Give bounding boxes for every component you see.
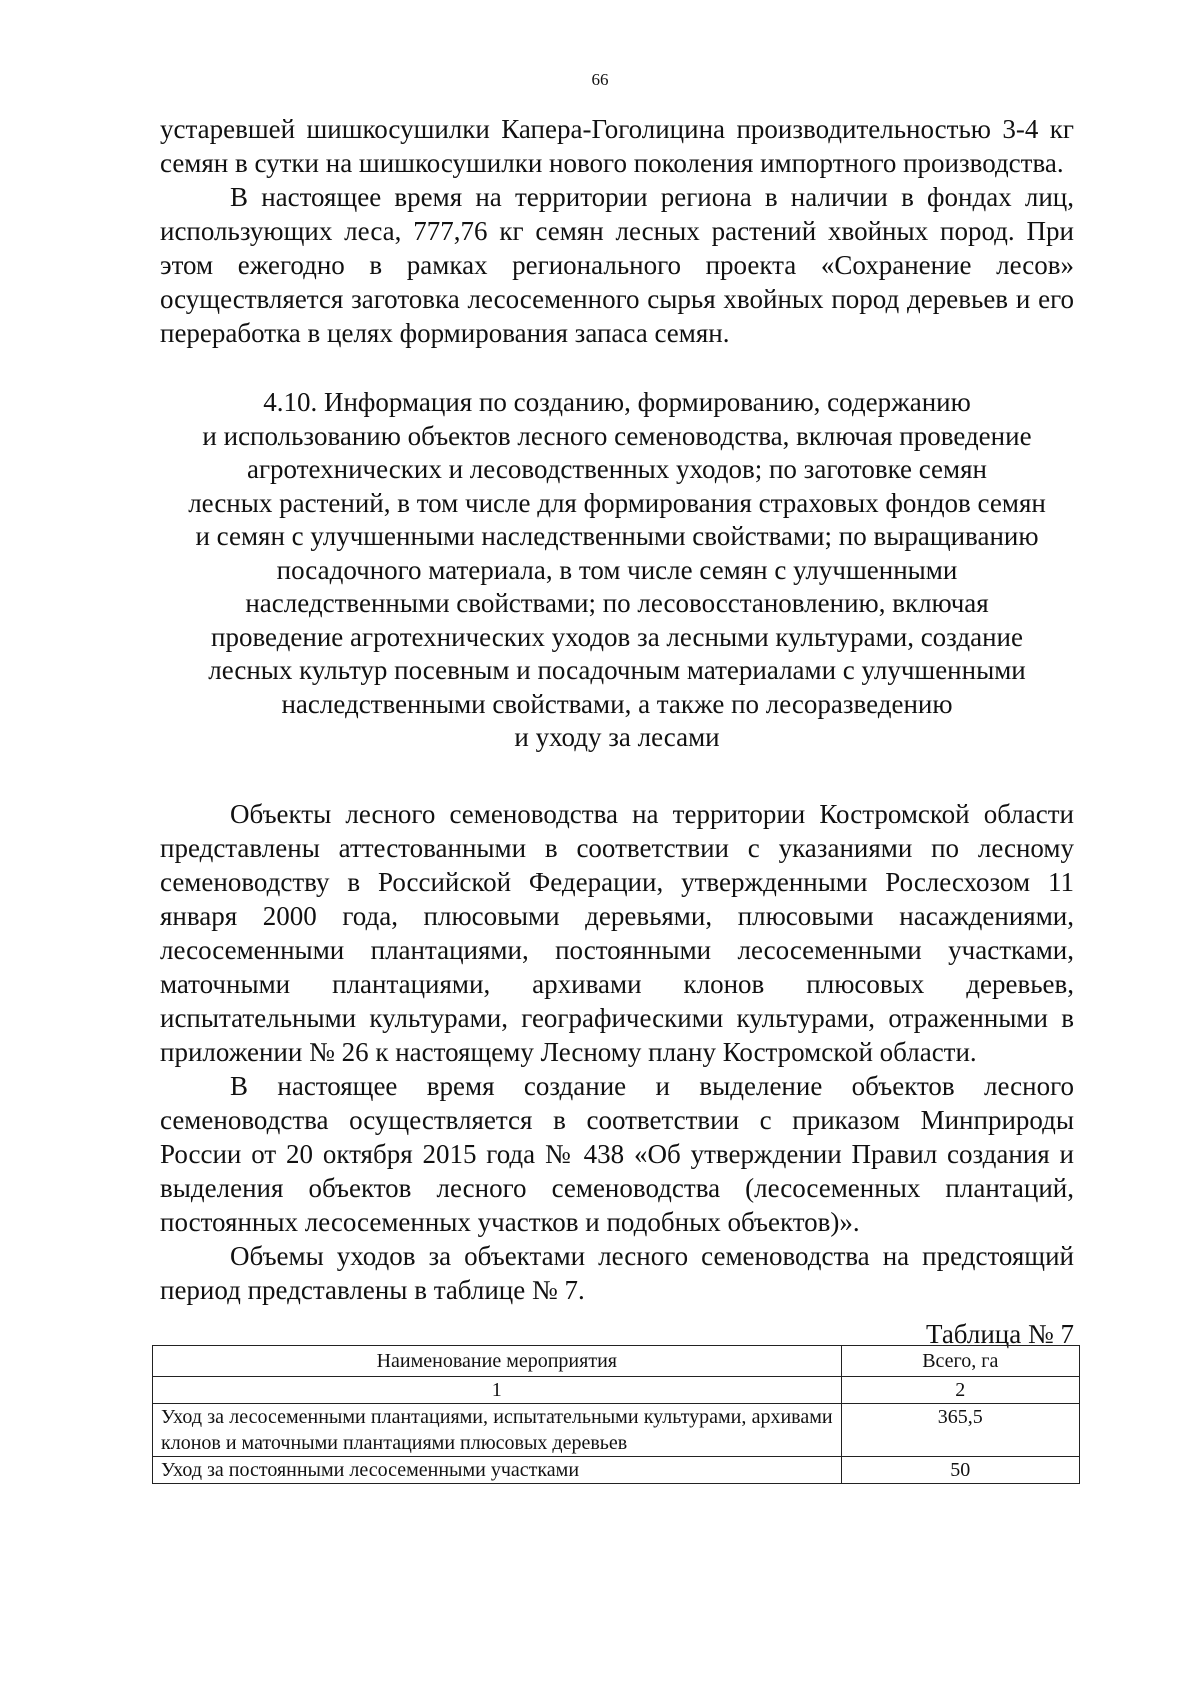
table-cell-activity: Уход за постоянными лесосеменными участками — [153, 1457, 842, 1484]
section-heading-line: и семян с улучшенными наследственными свойствами; по выращиванию — [195, 521, 1039, 551]
section-heading — [160, 386, 1074, 755]
table-header-total: Всего, га — [841, 1346, 1079, 1377]
table-cell-total: 50 — [841, 1457, 1079, 1484]
section-heading-line: наследственными свойствами; по лесовосстановлению, включая — [245, 588, 989, 618]
table-column-number: 2 — [841, 1377, 1079, 1404]
paragraph-order-438: В настоящее время создание и выделение объектов лесного семеноводства осуществляется в соответствии с приказом Минприроды России от 20 октября 2015 года № 438 «Об утверждении Правил создания и выделения объектов лесного семеноводства (лесосеменных плантаций, постоянных лесосеменных участков и подобных объектов)». — [160, 1070, 1074, 1237]
section-heading-line: и уходу за лесами — [514, 722, 720, 752]
section-heading-line: лесных культур посевным и посадочным материалами с улучшенными — [208, 655, 1026, 685]
table-row — [153, 1404, 1080, 1457]
section-heading-line: лесных растений, в том числе для формирования страховых фондов семян — [188, 487, 1046, 518]
table-header-name: Наименование мероприятия — [153, 1346, 842, 1377]
table-cell-total: 365,5 — [841, 1404, 1079, 1457]
section-heading-line: наследственными свойствами, а также по лесоразведению — [281, 688, 953, 719]
paragraph-continuation: устаревшей шишкосушилки Капера-Гоголицина производительностью 3-4 кг семян в сутки на шишкосушилки нового поколения импортного производства. — [160, 114, 1074, 178]
section-heading-line: и использованию объектов лесного семеноводства, включая проведение — [202, 420, 1032, 451]
paragraph-seed-stock: В настоящее время на территории региона в наличии в фондах лиц, использующих леса, 777,76 кг семян лесных растений хвойных пород. При этом ежегодно в рамках регионального проекта «Сохранение лесов» осуществляется заготовка лесосеменного сырья хвойных пород деревьев и его переработка в целях формирования запаса семян. — [160, 182, 1074, 348]
table-header-row — [153, 1346, 1080, 1377]
table-column-numbers-row — [153, 1377, 1080, 1404]
section-heading-line: проведение агротехнических уходов за лесными культурами, создание — [211, 621, 1023, 652]
table-column-number: 1 — [153, 1377, 842, 1404]
care-volume-table — [152, 1345, 1080, 1484]
table-row — [153, 1457, 1080, 1484]
section-heading-line: посадочного материала, в том числе семян с улучшенными — [276, 554, 958, 585]
document-body — [160, 112, 1074, 1361]
section-heading-line: 4.10. Информация по созданию, формированию, содержанию — [263, 387, 971, 417]
table-cell-activity: Уход за лесосеменными плантациями, испытательными культурами, архивами клонов и маточными плантациями плюсовых деревьев — [153, 1404, 842, 1457]
paragraph-table-reference: Объемы уходов за объектами лесного семеноводства на предстоящий период представлены в таблице № 7. — [160, 1240, 1074, 1305]
page-number: 66 — [591, 70, 609, 89]
section-heading-line: агротехнических и лесоводственных уходов; по заготовке семян — [247, 454, 987, 484]
paragraph-seed-objects: Объекты лесного семеноводства на территории Костромской области представлены аттестованными в соответствии с указаниями по лесному семеноводству в Российской Федерации, утвержденными Рослесхозом 11 января 2000 года, плюсовыми деревьями, плюсовыми насаждениями, лесосеменными плантациями, постоянными лесосеменными участками, маточными плантациями, архивами клонов плюсовых деревьев, испытательными культурами, географическими культурами, отраженными в приложении № 26 к настоящему Лесному плану Костромской области. — [160, 798, 1074, 1067]
table-caption: Таблица № 7 — [926, 1318, 1074, 1349]
